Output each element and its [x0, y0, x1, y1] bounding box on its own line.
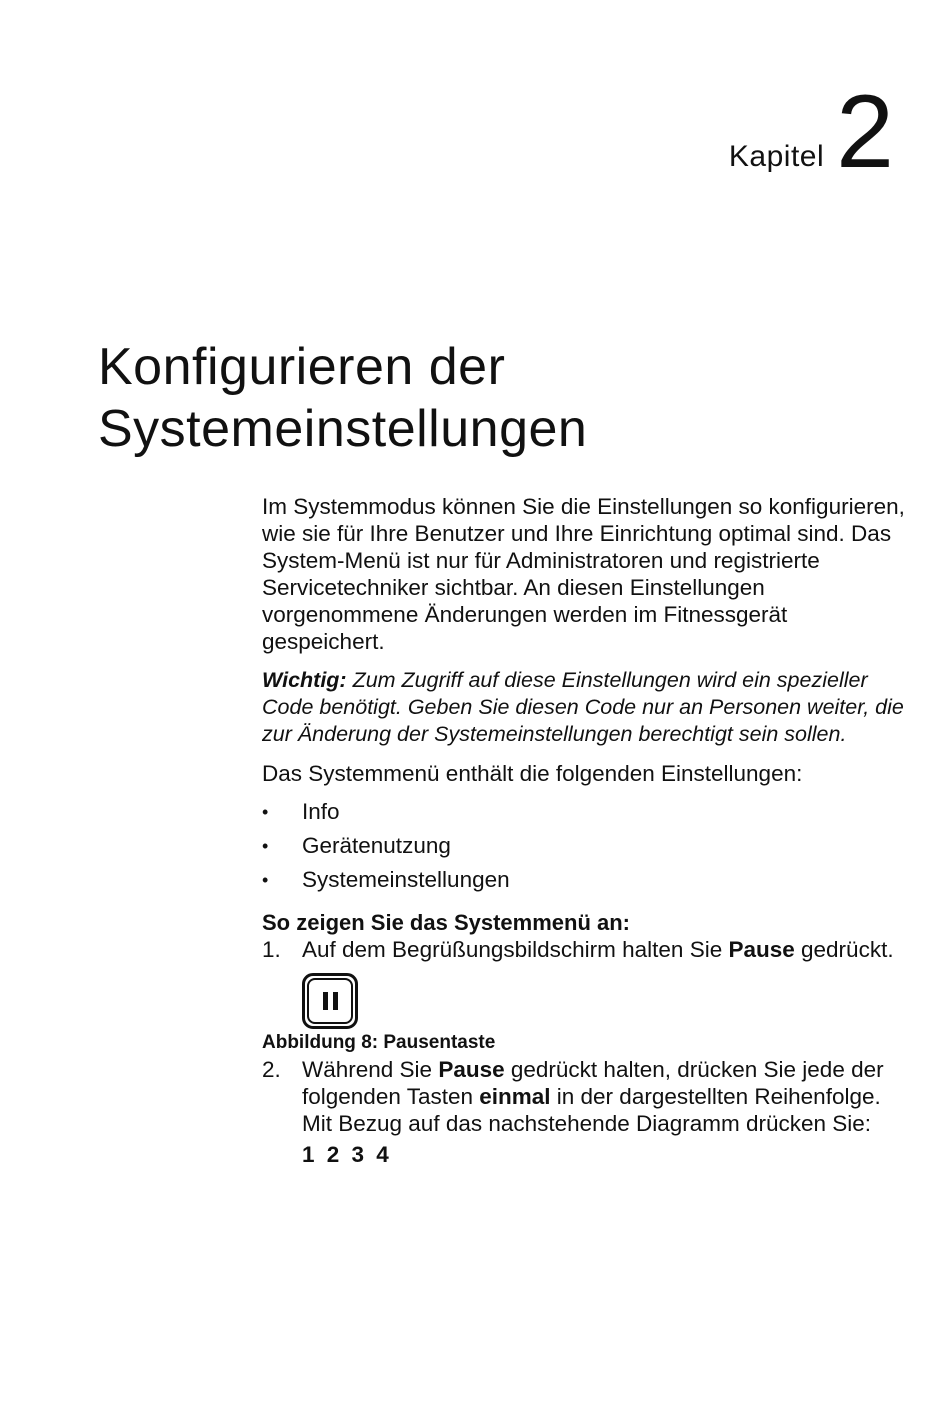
key-sequence: 1 2 3 4: [302, 1142, 392, 1167]
procedure-title: So zeigen Sie das Systemmenü an:: [262, 910, 631, 935]
intro-paragraph: Im Systemmodus können Sie die Einstellungen so konfigurieren, wie sie für Ihre Benutzer und Ihre Einrichtung optimal sind. Das System-Menü ist nur für Administratoren und registrierte Servicetechniker sichtbar. An diesen Einstellungen vorgenommene Änderungen werden im Fitnessgerät gespeichert.: [262, 494, 905, 654]
step-2: [262, 1056, 912, 1168]
page-title-line-1: Konfigurieren der: [98, 338, 506, 396]
list-intro: Das Systemmenü enthält die folgenden Einstellungen:: [262, 761, 803, 786]
list-item-label: Systemeinstellungen: [302, 867, 510, 892]
pause-bar-right: [333, 992, 338, 1010]
page-title: [98, 336, 878, 460]
figure-caption: Abbildung 8: Pausentaste: [262, 1032, 496, 1053]
step-number: 1.: [262, 937, 281, 962]
step-2-bold-1: Pause: [438, 1057, 505, 1082]
pause-icon: [302, 973, 358, 1029]
important-note: [262, 667, 912, 748]
bullet-icon: •: [262, 870, 269, 890]
note-label: Wichtig:: [262, 668, 347, 692]
step-2-text-b: gedrückt halten, drücken Sie jede der folgenden Tasten: [302, 1057, 884, 1109]
main-content: [262, 493, 912, 1168]
bullet-icon: •: [262, 836, 269, 856]
page-title-line-2: Systemeinstellungen: [98, 400, 588, 458]
list-item: [262, 829, 912, 863]
list-item: [262, 863, 912, 897]
pause-figure: [302, 973, 912, 1029]
pause-bar-left: [323, 992, 328, 1010]
step-2-text-c: in der dargestellten Reihenfolge. Mit Bezug auf das nachstehende Diagramm drücken Sie:: [302, 1084, 881, 1136]
list-item-label: Info: [302, 799, 340, 824]
step-1-text-a: Auf dem Begrüßungsbildschirm halten Sie: [302, 937, 729, 962]
pause-icon-inner: [307, 978, 353, 1024]
step-2-text-a: Während Sie: [302, 1057, 439, 1082]
list-item-label: Gerätenutzung: [302, 833, 451, 858]
chapter-number: 2: [836, 74, 894, 190]
bullet-icon: •: [262, 802, 269, 822]
list-item: [262, 795, 912, 829]
settings-list: [262, 795, 912, 897]
step-1-bold: Pause: [728, 937, 795, 962]
step-1: [262, 936, 912, 963]
chapter-label: Kapitel: [728, 140, 825, 173]
step-2-bold-2: einmal: [479, 1084, 551, 1109]
step-1-text-b: gedrückt.: [794, 937, 894, 962]
chapter-header: [728, 74, 894, 190]
note-text: Zum Zugriff auf diese Einstellungen wird ein spezieller Code benötigt. Geben Sie diesen Code nur an Personen weiter, die zur Änderung der Systemeinstellungen berechtigt sein sollen.: [262, 668, 904, 746]
step-number: 2.: [262, 1057, 281, 1082]
